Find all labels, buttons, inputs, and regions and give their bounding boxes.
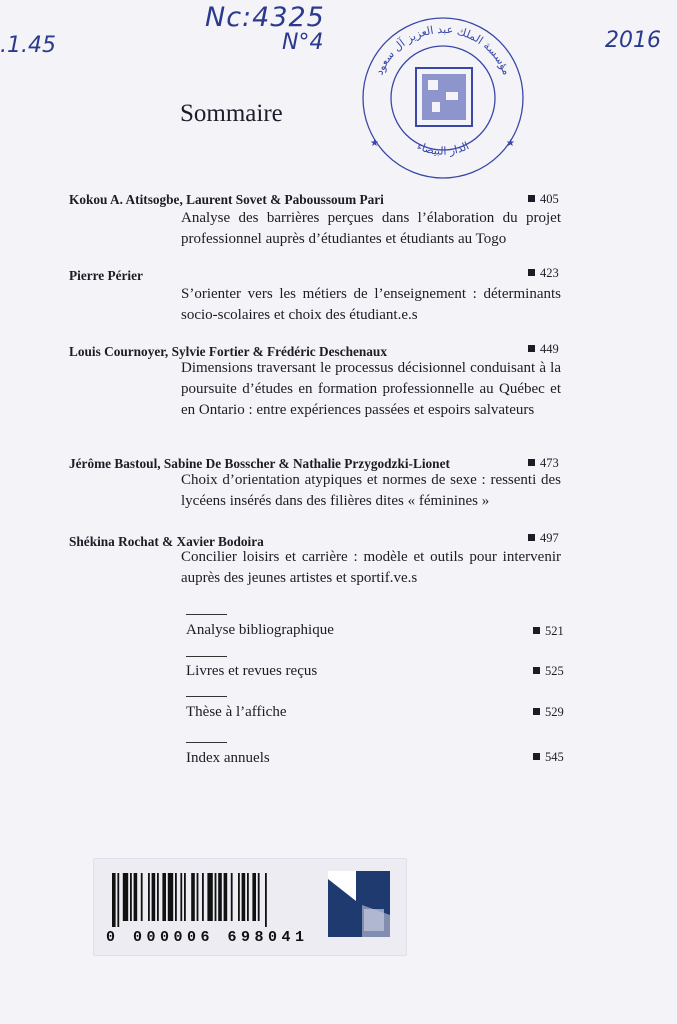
barcode-label <box>93 858 407 956</box>
stamp-bottom-text: الدار البيضاء <box>414 139 472 158</box>
entry-4-authors: Jérôme Bastoul, Sabine De Bosscher & Nathalie Przygodzki-Lionet <box>69 456 450 471</box>
stamp-emblem-icon <box>416 68 472 126</box>
section-4-page: 545 <box>533 750 564 765</box>
section-1-page: 521 <box>533 624 564 639</box>
section-2-page: 525 <box>533 664 564 679</box>
entry-1-description: Analyse des barrières perçues dans l’élaboration du projet professionnel auprès d’étudiantes et étudiants au Togo <box>181 210 561 247</box>
entry-3-page: 449 <box>528 342 559 357</box>
entry-4-page: 473 <box>528 456 559 471</box>
entry-5-description: Concilier loisirs et carrière : modèle et outils pour intervenir auprès des jeunes artistes et sportif.ve.s <box>181 549 561 586</box>
section-these-a-l-affiche: Thèse à l’affiche <box>186 704 287 720</box>
barcode-icon <box>112 873 317 927</box>
section-divider <box>186 656 227 657</box>
handwritten-left-note: .1.45 <box>0 33 56 58</box>
entry-1-page: 405 <box>528 192 559 207</box>
svg-text:★: ★ <box>506 138 515 149</box>
entry-4-description: Choix d’orientation atypiques et normes de sexe : ressenti des lycéens insérés dans des filières dites « féminines » <box>181 472 561 509</box>
section-divider <box>186 614 227 615</box>
entry-2-page: 423 <box>528 266 559 281</box>
stamp-top-text: مؤسسة الملك عبد العزيز آل سعود <box>372 22 514 77</box>
section-analyse-bibliographique: Analyse bibliographique <box>186 622 334 638</box>
section-divider <box>186 696 227 697</box>
entry-5-authors: Shékina Rochat & Xavier Bodoira <box>69 534 264 549</box>
handwritten-issue-number: N°4 <box>282 30 324 55</box>
entry-3-authors: Louis Cournoyer, Sylvie Fortier & Frédéric Deschenaux <box>69 344 387 359</box>
section-livres-et-revues: Livres et revues reçus <box>186 663 318 679</box>
page-title: Sommaire <box>180 100 283 127</box>
entry-3-description: Dimensions traversant le processus décisionnel conduisant à la poursuite d’études en formation professionnelle au Québec et en Ontario : entre expériences passées et espoirs salvateurs <box>181 360 561 418</box>
entry-1-authors: Kokou A. Atitsogbe, Laurent Sovet & Paboussoum Pari <box>69 192 384 207</box>
section-divider <box>186 742 227 743</box>
library-logo-icon <box>328 871 390 937</box>
svg-text:★: ★ <box>370 138 379 149</box>
library-stamp <box>356 14 530 182</box>
barcode-digits: 0 000006 698041 <box>106 929 309 946</box>
handwritten-reference: Nc:4325 <box>205 2 325 33</box>
entry-2-description: S’orienter vers les métiers de l’enseignement : déterminants socio-scolaires et choix des étudiant.e.s <box>181 286 561 323</box>
section-3-page: 529 <box>533 705 564 720</box>
section-index-annuels: Index annuels <box>186 750 270 766</box>
handwritten-year: 2016 <box>605 28 661 53</box>
entry-2-authors: Pierre Périer <box>69 268 143 283</box>
entry-5-page: 497 <box>528 531 559 546</box>
